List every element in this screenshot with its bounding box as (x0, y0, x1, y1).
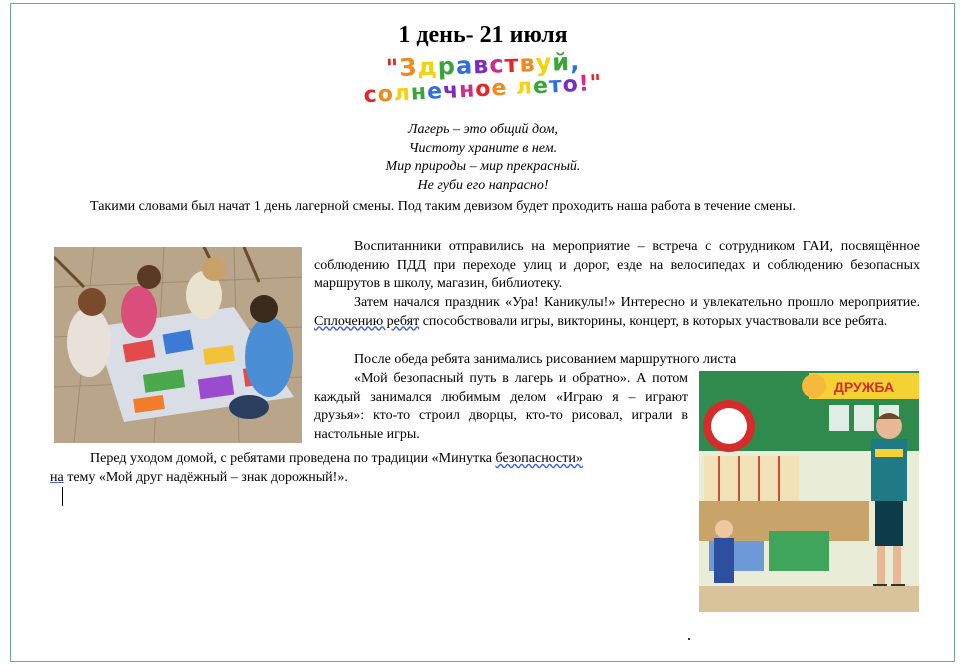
text-cursor (62, 487, 63, 506)
poem-line: Не губи его напрасно! (417, 177, 549, 193)
text-run: тему «Мой друг надёжный – знак дорожный!». (63, 469, 348, 485)
page-title: 1 день- 21 июля (398, 22, 568, 48)
wordart-letter: о (562, 71, 580, 98)
stand-banner-text: ДРУЖБА (833, 379, 895, 395)
wordart-letter: ! (578, 71, 591, 97)
wordart-letter: З (398, 53, 418, 82)
wordart-letter: е (490, 75, 508, 102)
wordart-letter: , (569, 47, 581, 76)
wordart-letter: н (410, 79, 428, 106)
text-run: Перед уходом домой, с ребятами проведена по традиции «Минутка (90, 451, 496, 466)
paragraph-afternoon: После обеда ребята занимались рисованием маршрутного листа (354, 352, 737, 367)
wordart-letter: " (385, 53, 400, 83)
wordart-letter: н (458, 77, 476, 104)
text-run: Затем начался праздник «Ура! Каникулы!» Интересно и увлекательно прошло мероприятие. (354, 295, 920, 310)
wordart-letter: о (474, 76, 493, 103)
wordart-letter: у (535, 48, 553, 78)
paragraph-route: «Мой безопасный путь в лагерь и обратно». А потом каждый занимался любимым делом «Играю я – играют друзья»: кто-то строил дворцы, кто-то рисовал, играли в настольные игры. (314, 371, 688, 442)
wordart-letter: в (472, 50, 490, 80)
wordart-letter: о (377, 81, 395, 108)
paragraph-holiday (314, 294, 920, 331)
paragraph-intro: Такими словами был начат 1 день лагерной смены. Под таким девизом будет проходить наша работа в течение смены. (90, 199, 796, 214)
poem-line: Лагерь – это общий дом, (407, 122, 559, 137)
wordart-letter: д (416, 52, 439, 82)
paragraph-gai-meeting: Воспитанники отправились на мероприятие – встреча с сотрудником ГАИ, посвящённое соблюдению ПДД при переходе улиц и дорог, езде на велосипедах и соблюдению безопасных маршрутов в школу, магазин, библиотеку. (314, 239, 920, 291)
wordart-letter: в (518, 49, 537, 78)
wordart-letter: й (551, 47, 571, 77)
wordart-letter: р (437, 51, 457, 81)
wordart-letter: с (363, 82, 379, 109)
wordart-letter: л (515, 74, 534, 101)
stray-dot (688, 638, 690, 640)
wordart-letter: с (488, 50, 506, 79)
wordart-letter: е (532, 73, 550, 100)
wordart-letter: ч (442, 78, 460, 105)
wordart-letter: л (393, 80, 412, 107)
poem-line: Чистоту храните в нем. (408, 140, 558, 156)
paragraph-safety-minute (50, 450, 690, 487)
photo-children-drawing-map (54, 247, 302, 443)
wordart-letter: т (548, 72, 564, 99)
wordart-letter: а (455, 51, 474, 80)
wordart-letter: " (589, 70, 603, 97)
poem-line: Мир природы – мир прекрасный. (385, 159, 581, 174)
text-run: на (50, 469, 64, 485)
spellcheck-text-run: Сплочению ребят (314, 313, 420, 329)
photo-boy-at-road-safety-stand (699, 371, 919, 612)
poem (0, 121, 966, 195)
wordart-letter: е (426, 79, 444, 105)
spellcheck-text-run: безопасности» (495, 451, 583, 466)
wordart-letter: т (504, 49, 520, 79)
text-run: способствовали игры, викторины, концерт, в которых участвовали все ребята. (419, 313, 888, 329)
